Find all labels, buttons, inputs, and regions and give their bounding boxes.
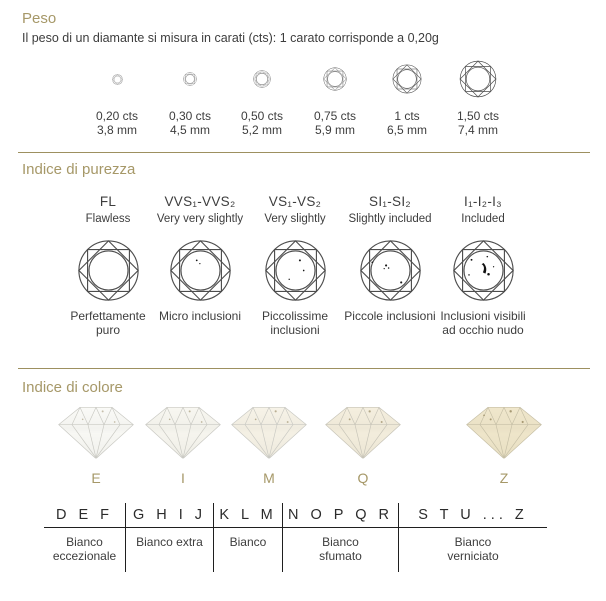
carat-label: 1,50 cts [456, 109, 500, 123]
scale-letters: K L M [214, 503, 282, 528]
peso-item [150, 55, 230, 137]
inclusions [371, 261, 402, 283]
diamond-clarity-icon [62, 238, 154, 302]
color-item [318, 402, 408, 486]
diameter-label: 6,5 mm [386, 123, 427, 137]
diamond-side-view-icon [143, 402, 223, 462]
diamond-clarity-icon [249, 238, 341, 302]
clarity-grade: I₁-I₂-I₃ [464, 194, 502, 209]
carat-label: 0,50 cts [240, 109, 284, 123]
section-divider [18, 152, 590, 153]
diameter-label: 3,8 mm [96, 123, 137, 137]
diamond-top-view-icon [438, 55, 518, 103]
clarity-grade: FL [99, 194, 117, 209]
scale-column [398, 503, 547, 572]
scale-label-text: Bianco verniciato [447, 535, 499, 563]
color-letter: Z [499, 470, 509, 486]
diamond-top-view-icon [367, 55, 447, 103]
carat-label: 0,20 cts [95, 109, 139, 123]
clarity-item [154, 194, 246, 323]
clarity-description: Piccole inclusioni [344, 309, 436, 323]
clarity-item [249, 194, 341, 337]
diameter-label: 5,9 mm [314, 123, 355, 137]
clarity-grade: SI₁-SI₂ [369, 194, 411, 209]
diamond-top-view-icon [222, 55, 302, 103]
scale-label [399, 528, 547, 572]
scale-letters: G H I J [126, 503, 213, 528]
diamond-side-view-icon [229, 402, 309, 462]
peso-subtitle: Il peso di un diamante si misura in carati (cts): 1 carato corrisponde a 0,20g [22, 31, 439, 45]
color-letter: M [263, 470, 275, 486]
scale-label [214, 528, 282, 558]
peso-title: Peso [22, 10, 57, 27]
peso-item [367, 55, 447, 137]
clarity-description: Perfettamente puro [70, 309, 146, 337]
clarity-grade-en: Slightly included [348, 213, 432, 225]
diamond-top-view-icon [295, 55, 375, 103]
scale-label [283, 528, 398, 572]
diamond-clarity-icon [154, 238, 246, 302]
inclusions [195, 259, 200, 264]
scale-column [44, 503, 125, 572]
clarity-item [437, 194, 529, 337]
scale-label-text: Bianco eccezionale [52, 535, 117, 563]
section-divider [18, 368, 590, 369]
scale-letters: D E F [44, 503, 125, 528]
clarity-grade: VVS₁-VVS₂ [164, 194, 236, 209]
clarity-grade-en: Very very slightly [156, 213, 244, 225]
peso-item [295, 55, 375, 137]
color-letter: Q [357, 470, 369, 486]
diamond-side-view-icon [464, 402, 544, 462]
clarity-item [62, 194, 154, 337]
color-item [138, 402, 228, 486]
scale-label-text: Bianco sfumato [319, 535, 362, 563]
diameter-label: 4,5 mm [169, 123, 210, 137]
carat-label: 0,75 cts [313, 109, 357, 123]
clarity-grade-en: Flawless [85, 213, 131, 225]
scale-column [213, 503, 282, 572]
color-letter: I [181, 470, 185, 486]
clarity-item [344, 194, 436, 323]
peso-item [438, 55, 518, 137]
diameter-label: 7,4 mm [457, 123, 498, 137]
purezza-title: Indice di purezza [22, 161, 136, 178]
diamond-side-view-icon [323, 402, 403, 462]
clarity-description: Micro inclusioni [158, 309, 242, 323]
inclusions [288, 259, 304, 280]
diamond-top-view-icon [150, 55, 230, 103]
clarity-grade-en: Included [461, 213, 505, 225]
scale-label-text: Bianco extra [136, 535, 203, 549]
diamond-clarity-icon [344, 238, 436, 302]
diamond-top-view-icon [77, 55, 157, 103]
scale-label [44, 528, 125, 572]
colore-title: Indice di colore [22, 379, 123, 396]
carat-label: 1 cts [394, 109, 420, 123]
color-item [224, 402, 314, 486]
scale-letters: N O P Q R [283, 503, 398, 528]
carat-label: 0,30 cts [168, 109, 212, 123]
color-item [51, 402, 141, 486]
scale-label [126, 528, 213, 558]
scale-column [282, 503, 398, 572]
scale-label-text: Bianco [229, 535, 267, 549]
scale-letters: S T U ... Z [399, 503, 547, 528]
diamond-clarity-icon [437, 238, 529, 302]
color-letter: E [91, 470, 101, 486]
diamond-side-view-icon [56, 402, 136, 462]
scale-column [125, 503, 213, 572]
peso-item [222, 55, 302, 137]
diameter-label: 5,2 mm [241, 123, 282, 137]
color-item [459, 402, 549, 486]
clarity-description: Inclusioni visibili ad occhio nudo [440, 309, 526, 337]
inclusions [468, 255, 494, 275]
peso-item [77, 55, 157, 137]
clarity-description: Piccolissime inclusioni [261, 309, 328, 337]
clarity-grade: VS₁-VS₂ [268, 194, 322, 209]
color-scale-table [44, 503, 547, 572]
clarity-grade-en: Very slightly [264, 213, 326, 225]
